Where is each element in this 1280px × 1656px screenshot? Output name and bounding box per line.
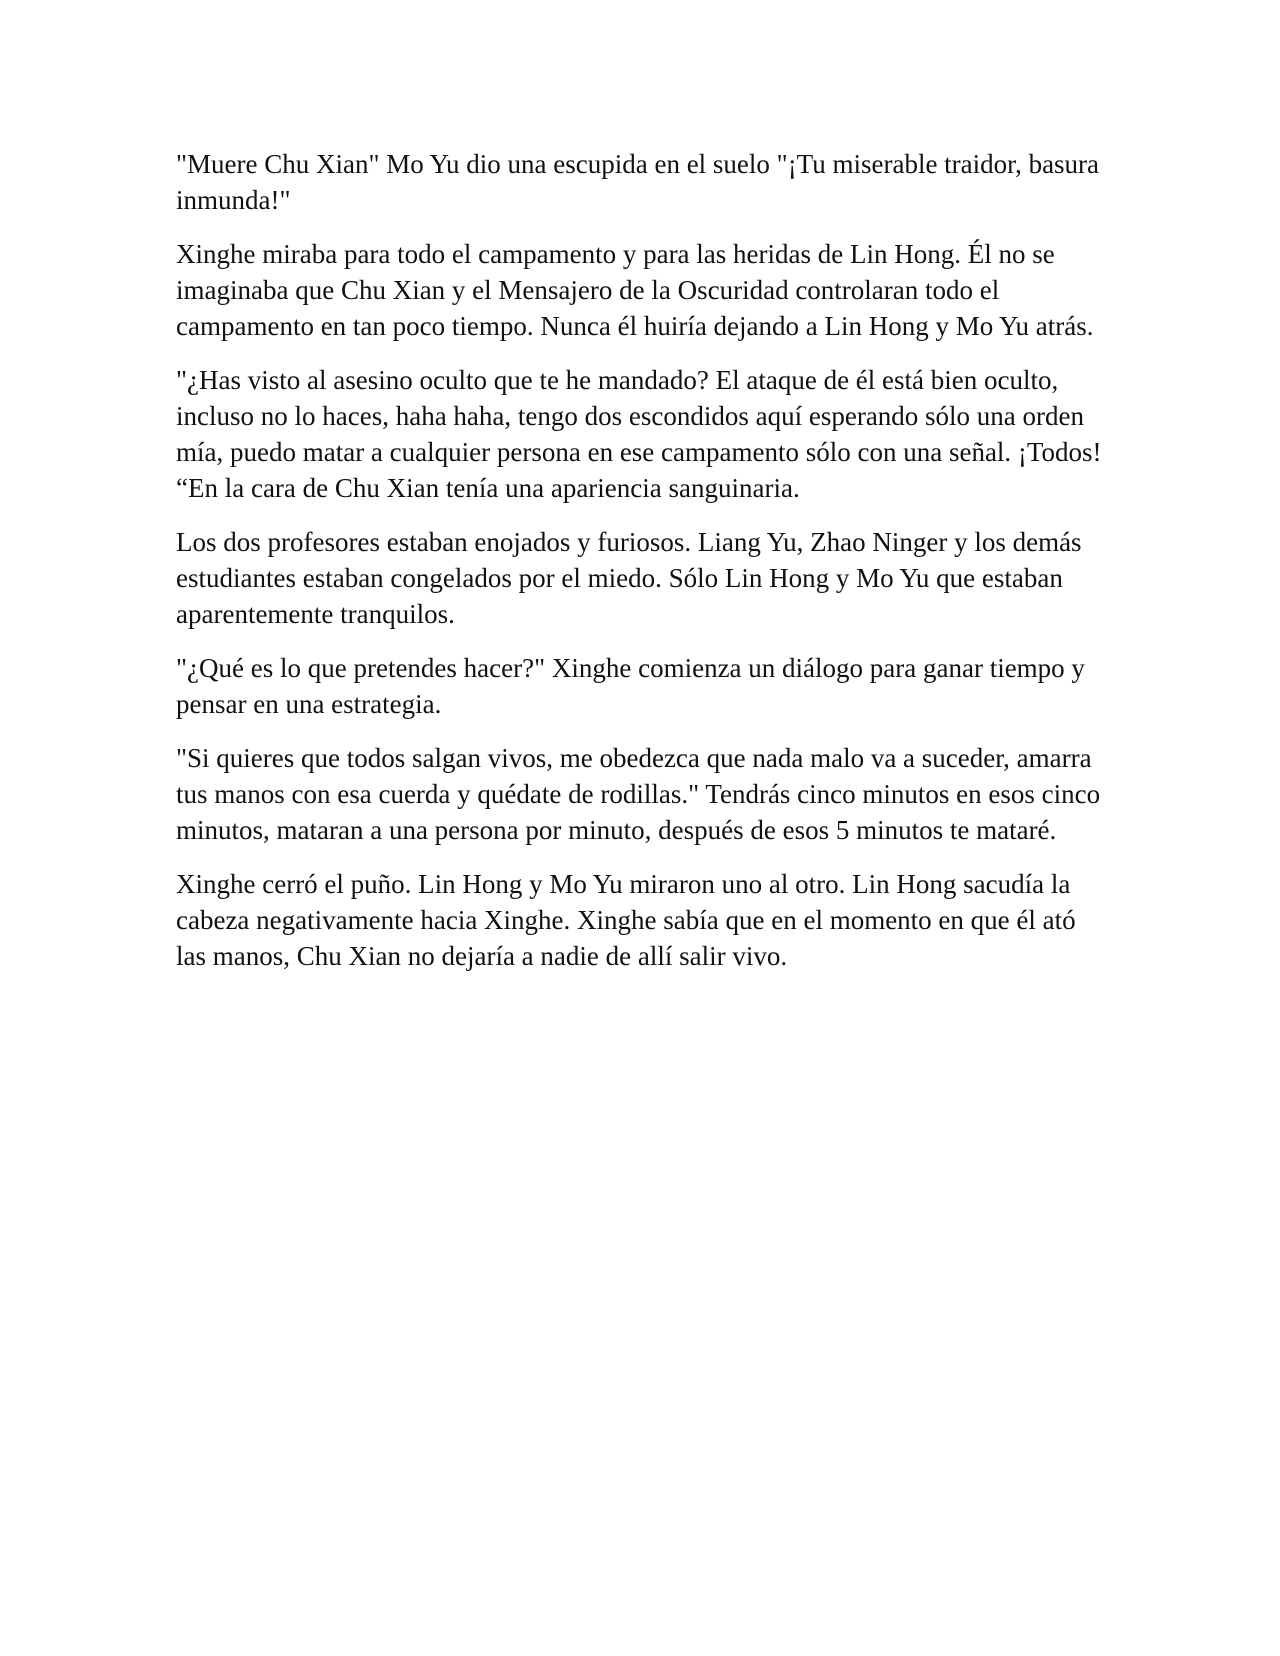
paragraph-6: "Si quieres que todos salgan vivos, me obedezca que nada malo va a suceder, amarra tus manos con esa cuerda y quédate de rodillas." Tendrás cinco minutos en esos cinco minutos, mataran a una persona por minuto, después de esos 5 minutos te mataré. xyxy=(176,743,1101,845)
paragraph-3: "¿Has visto al asesino oculto que te he mandado? El ataque de él está bien oculto, incluso no lo haces, haha haha, tengo dos escondidos aquí esperando sólo una orden mía, puedo matar a cualquier persona en ese campamento sólo con una señal. ¡Todos! “En la cara de Chu Xian tenía una apariencia sanguinaria. xyxy=(176,365,1102,503)
paragraph-4: Los dos profesores estaban enojados y furiosos. Liang Yu, Zhao Ninger y los demás estudiantes estaban congelados por el miedo. Sólo Lin Hong y Mo Yu que estaban aparentemente tranquilos. xyxy=(176,527,1082,629)
paragraph-7: Xinghe cerró el puño. Lin Hong y Mo Yu miraron uno al otro. Lin Hong sacudía la cabeza negativamente hacia Xinghe. Xinghe sabía que en el momento en que él ató las manos, Chu Xian no dejaría a nadie de allí salir vivo. xyxy=(176,869,1076,971)
paragraph-1: "Muere Chu Xian" Mo Yu dio una escupida en el suelo "¡Tu miserable traidor, basura inmunda!" xyxy=(176,149,1100,215)
document-body xyxy=(176,146,1106,992)
paragraph-2: Xinghe miraba para todo el campamento y para las heridas de Lin Hong. Él no se imaginaba que Chu Xian y el Mensajero de la Oscuridad controlaran todo el campamento en tan poco tiempo. Nunca él huiría dejando a Lin Hong y Mo Yu atrás. xyxy=(176,239,1094,341)
paragraph-5: "¿Qué es lo que pretendes hacer?" Xinghe comienza un diálogo para ganar tiempo y pensar en una estrategia. xyxy=(176,653,1085,719)
